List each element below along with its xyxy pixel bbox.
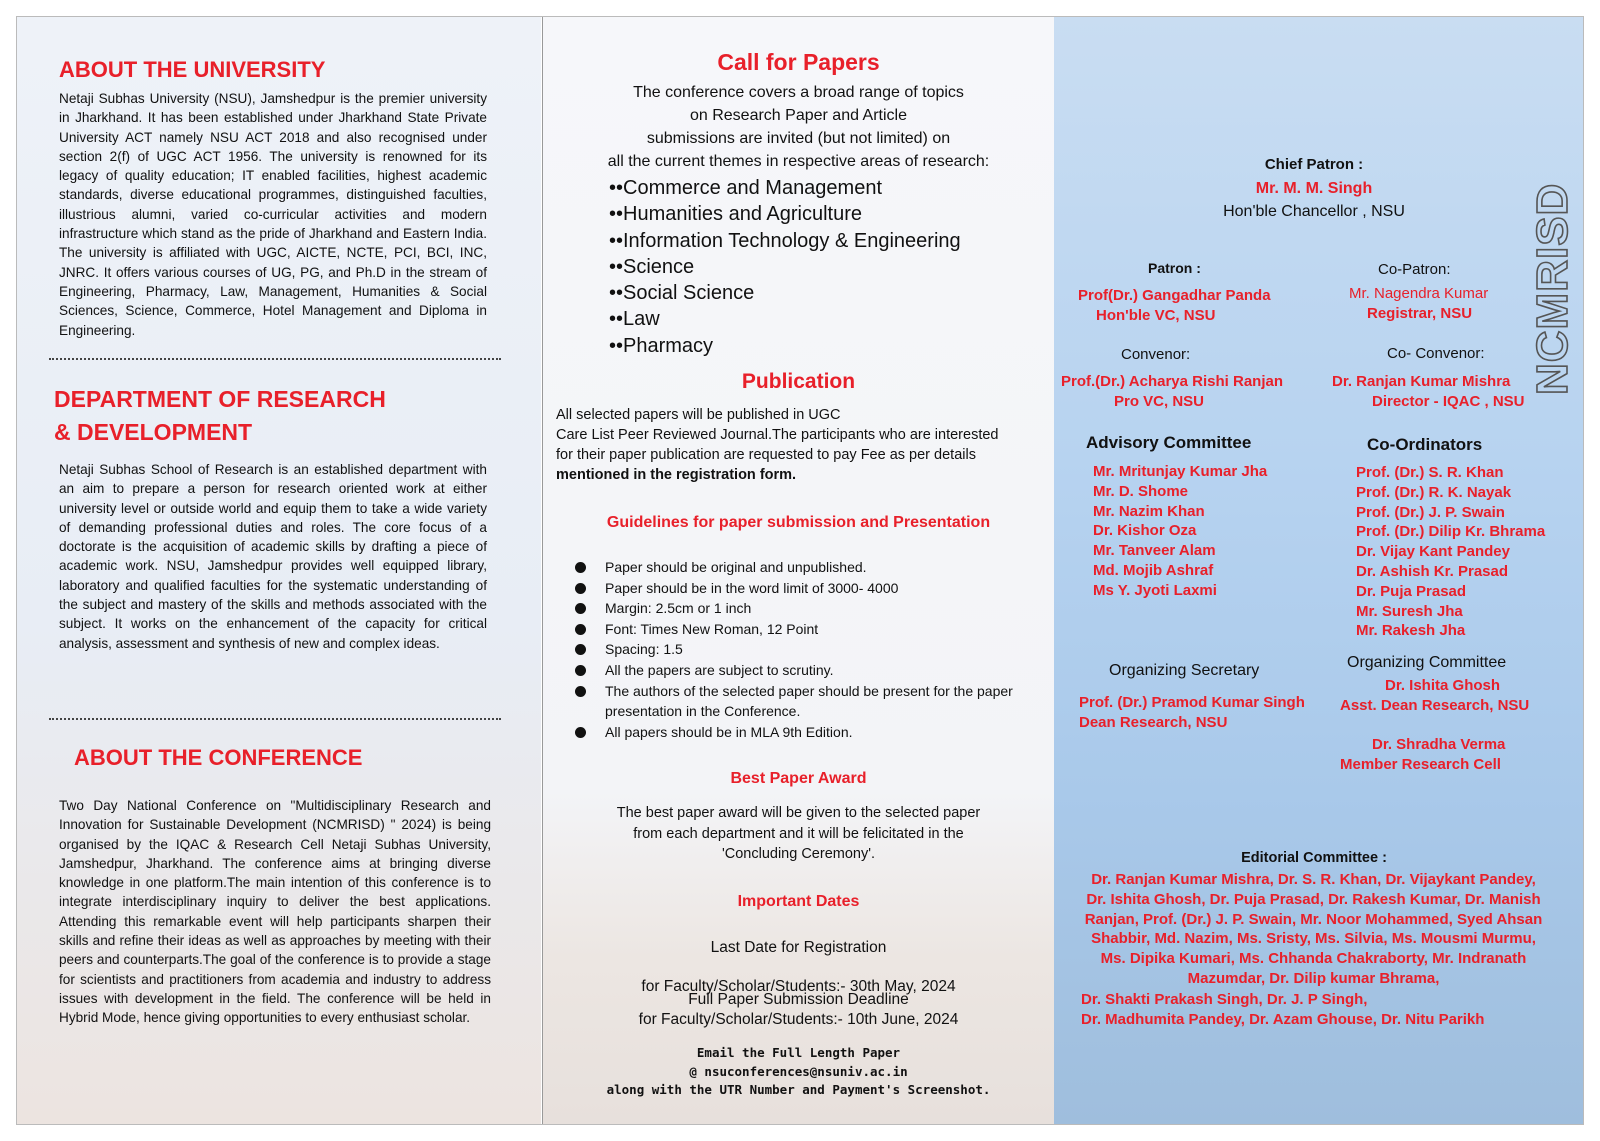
guideline-text: Font: Times New Roman, 12 Point: [605, 620, 819, 637]
advisory-member: Md. Mojib Ashraf: [1093, 561, 1214, 579]
editorial-line: Dr. Ishita Ghosh, Dr. Puja Prasad, Dr. Rakesh Kumar, Dr. Manish: [1086, 890, 1541, 908]
coordinator: Prof. (Dr.) R. K. Nayak: [1356, 483, 1512, 501]
editorial-list: [1056, 870, 1571, 989]
coordinator: Prof. (Dr.) J. P. Swain: [1356, 503, 1505, 521]
convenor-name: Prof.(Dr.) Acharya Rishi Ranjan: [1061, 373, 1283, 390]
editorial-line: Shabbir, Md. Nazim, Ms. Sristy, Ms. Silvia, Ms. Mousmi Murmu,: [1091, 930, 1536, 948]
guideline-text: All papers should be in MLA 9th Edition.: [605, 723, 853, 740]
research-dept-body: Netaji Subhas School of Research is an established department with an aim to prepare a person for research oriented work at either university level or outside world and equip them to take a wide variety of demanding professional duties and roles. The core focus of a doctorate is the acquisition of academic skills by drafting a piece of academic work. NSU, Jamshedpur provides well equipped library, laboratory and qualified faculties for the systematic understanding of the subject and mastery of the skills and methods associated with the subject. It works on the enhancement of the capacity for critical analysis, assessment and synthesis of new and complex ideas.: [59, 462, 487, 651]
guideline-item: [573, 557, 1033, 578]
chief-patron-label: Chief Patron :: [1264, 156, 1364, 173]
org-secretary-name: Prof. (Dr.) Pramod Kumar Singh: [1079, 694, 1305, 711]
coconvenor-name: Dr. Ranjan Kumar Mishra: [1332, 373, 1511, 390]
important-dates-title: Important Dates: [737, 893, 860, 910]
editorial-line: Dr. Madhumita Pandey, Dr. Azam Ghouse, Dr. Nitu Parikh: [1081, 1011, 1485, 1028]
registration-date: for Faculty/Scholar/Students:- 30th May, 2024: [641, 978, 956, 995]
editorial-line: Ranjan, Prof. (Dr.) J. P. Swain, Mr. Noor Mohammed, Syed Ahsan: [1084, 910, 1543, 928]
coordinator: Prof. (Dr.) S. R. Khan: [1356, 464, 1504, 481]
publication-line: for their paper publication are requested to pay Fee as per details: [556, 447, 976, 463]
email-address[interactable]: @ nsuconferences@nsuniv.ac.in: [689, 1063, 908, 1079]
convenor-label: Convenor:: [1121, 346, 1191, 363]
best-paper-body: [543, 803, 1054, 865]
editorial-list-extra: [1081, 990, 1484, 1030]
coordinator: Dr. Vijay Kant Pandey: [1356, 543, 1510, 561]
editorial-line: Ms. Dipika Kumari, Ms. Chhanda Chakraborty, Mr. Indranath: [1100, 950, 1527, 968]
ncmrisd-vertical-title: NCMRISD: [1528, 182, 1577, 395]
advisory-member: Mr. D. Shome: [1093, 482, 1189, 500]
guideline-text: Paper should be in the word limit of 3000- 4000: [605, 579, 899, 596]
guideline-text: The authors of the selected paper should be present for the paper presentation in the Conference.: [605, 682, 1013, 720]
editorial-label: Editorial Committee :: [1241, 850, 1387, 866]
advisory-member: Ms Y. Jyoti Laxmi: [1093, 581, 1217, 599]
email-line: Email the Full Length Paper: [696, 1045, 901, 1060]
guidelines-title: Guidelines for paper submission and Presentation: [606, 514, 991, 531]
topic-item: ••Humanities and Agriculture: [609, 203, 863, 226]
research-dept-title-line2: & DEVELOPMENT: [54, 419, 253, 445]
guideline-item: [573, 681, 1015, 722]
guidelines-list: [573, 557, 1033, 742]
coordinator: Mr. Suresh Jha: [1356, 602, 1463, 620]
email-line: along with the UTR Number and Payment's Screenshot.: [606, 1082, 991, 1097]
publication-line: All selected papers will be published in UGC: [556, 407, 841, 423]
bullet-icon: [575, 644, 586, 655]
org-committee-role: Asst. Dean Research, NSU: [1340, 697, 1530, 714]
bullet-icon: [575, 686, 586, 697]
publication-title: Publication: [741, 370, 856, 393]
topic-item: ••Commerce and Management: [609, 177, 883, 199]
guideline-text: Paper should be original and unpublished.: [605, 559, 867, 575]
coordinator: Dr. Ashish Kr. Prasad: [1356, 562, 1509, 580]
advisory-label: Advisory Committee: [1086, 433, 1252, 452]
editorial-line: Dr. Ranjan Kumar Mishra, Dr. S. R. Khan, Dr. Vijaykant Pandey,: [1091, 871, 1536, 888]
topic-item: ••Information Technology & Engineering: [609, 229, 961, 252]
intro-line: submissions are invited (but not limited) on: [646, 130, 951, 147]
guideline-item: [573, 660, 1033, 681]
best-paper-line: 'Concluding Ceremony'.: [721, 846, 876, 862]
org-committee-member: Dr. Shradha Verma: [1372, 736, 1506, 753]
about-conference-title: ABOUT THE CONFERENCE: [74, 745, 363, 770]
editorial-line: Dr. Shakti Prakash Singh, Dr. J. P Singh,: [1081, 991, 1368, 1008]
left-panel: [17, 17, 541, 1124]
bullet-icon: [575, 665, 586, 676]
org-secretary-role: Dean Research, NSU: [1079, 714, 1228, 731]
patron-name: Prof(Dr.) Gangadhar Panda: [1078, 287, 1271, 304]
coordinator: Prof. (Dr.) Dilip Kr. Bhrama: [1356, 523, 1546, 541]
publication-line: mentioned in the registration form.: [556, 467, 797, 483]
advisory-member: Mr. Nazim Khan: [1093, 502, 1205, 520]
guideline-item: [573, 578, 1033, 599]
org-committee-role: Member Research Cell: [1340, 756, 1501, 773]
advisory-list: [1093, 462, 1267, 601]
coconvenor-role: Director - IQAC , NSU: [1372, 393, 1525, 410]
guideline-text: Margin: 2.5cm or 1 inch: [605, 600, 752, 617]
bullet-icon: [575, 624, 586, 635]
publication-body: [556, 405, 1046, 485]
editorial-line: Mazumdar, Dr. Dilip kumar Bhrama,: [1187, 969, 1440, 987]
guideline-item: [573, 619, 1033, 640]
paper-deadline-date: for Faculty/Scholar/Students:- 10th June, 2024: [638, 1011, 959, 1028]
advisory-member: Mr. Mritunjay Kumar Jha: [1093, 463, 1268, 480]
advisory-member: Dr. Kishor Oza: [1093, 522, 1197, 540]
guideline-text: All the papers are subject to scrutiny.: [605, 661, 834, 678]
intro-line: The conference covers a broad range of topics: [633, 84, 964, 101]
org-committee-label: Organizing Committee: [1347, 654, 1507, 671]
patron-role: Hon'ble VC, NSU: [1096, 307, 1216, 324]
topics-list: [609, 175, 961, 359]
topic-item: ••Social Science: [609, 282, 755, 305]
right-panel: [1054, 17, 1584, 1124]
chief-patron-name: Mr. M. M. Singh: [1255, 180, 1373, 197]
coordinator: Mr. Rakesh Jha: [1356, 622, 1466, 640]
patron-label: Patron :: [1148, 260, 1201, 276]
coordinators-label: Co-Ordinators: [1367, 435, 1483, 454]
coordinator: Dr. Puja Prasad: [1356, 582, 1467, 600]
bullet-icon: [575, 562, 586, 573]
registration-label: Last Date for Registration: [710, 939, 887, 956]
topic-item: ••Pharmacy: [609, 334, 714, 357]
brochure-page: [16, 16, 1584, 1125]
intro-line: on Research Paper and Article: [689, 107, 907, 124]
research-dept-title-line1: DEPARTMENT OF RESEARCH: [54, 386, 386, 412]
coconvenor-label: Co- Convenor:: [1387, 345, 1485, 362]
guideline-text: Spacing: 1.5: [605, 641, 683, 658]
publication-line: Care List Peer Reviewed Journal.The participants who are interested: [556, 427, 999, 443]
bullet-icon: [575, 603, 586, 614]
call-for-papers-title: Call for Papers: [717, 49, 880, 75]
copatron-label: Co-Patron:: [1378, 261, 1451, 278]
advisory-member: Mr. Tanveer Alam: [1093, 542, 1216, 560]
guideline-item: [573, 598, 1033, 619]
about-university-title: ABOUT THE UNIVERSITY: [59, 57, 326, 82]
topic-item: ••Law: [609, 308, 660, 331]
chief-patron-role: Hon'ble Chancellor , NSU: [1223, 203, 1405, 220]
call-for-papers-intro: [543, 81, 1054, 173]
best-paper-line: The best paper award will be given to the selected paper: [616, 805, 981, 821]
divider: [49, 718, 501, 720]
copatron-role: Registrar, NSU: [1367, 305, 1473, 322]
best-paper-title: Best Paper Award: [730, 770, 867, 787]
copatron-name: Mr. Nagendra Kumar: [1349, 285, 1489, 302]
about-conference-body: Two Day National Conference on "Multidisciplinary Research and Innovation for Sustainable Development (NCMRISD) " 2024) is being organised by the IQAC & Research Cell Netaji Subhas University, Jamshedpur, Jharkhand. The conference aims at bringing diverse knowledge in one platform.The main intention of this conference is to integrate interdisciplinary inquiry to deliver the best applications. Attending this remarkable event will help participants sharpen their skills and refine their ideas as well as approaches by meeting with their peers and counterparts.The goal of the conference is to provide a stage for scientists and practitioners from academia and industry to address issues with development in the field. The conference will be held in Hybrid Mode, hence giving opportunities to every enthusiast scholar.: [59, 798, 491, 1026]
paper-deadline-label: Full Paper Submission Deadline: [688, 991, 909, 1008]
divider: [49, 358, 501, 360]
guideline-item: [573, 722, 1033, 743]
bullet-icon: [575, 727, 586, 738]
guideline-item: [573, 639, 1033, 660]
best-paper-line: from each department and it will be felicitated in the: [633, 825, 964, 842]
org-secretary-label: Organizing Secretary: [1109, 662, 1260, 679]
topic-item: ••Science: [609, 255, 695, 278]
research-dept-title: [54, 383, 386, 449]
convenor-role: Pro VC, NSU: [1114, 393, 1205, 410]
about-university-body: Netaji Subhas University (NSU), Jamshedpur is the premier university in Jharkhand. It has been established under Jharkhand State Private University ACT namely NSU ACT 2018 and also recognised under section 2(f) of UGC ACT 1956. The university is renowned for its legacy of quality education; IT enabled facilities, highest academic standards, diverse educational programmes, distinguished faculties, illustrious alumni, varied co-curricular activities and modern infrastructure which stand as the pride of Jharkhand and Eastern India. The university is affiliated with UGC, AICTE, NCTE, PCI, BCI, INC, JNRC. It offers various courses of UG, PG, and Ph.D in the stream of Engineering, Pharmacy, Law, Management, Humanities & Social Sciences, Science, Commerce, Hotel Management and Diploma in Engineering.: [59, 91, 487, 338]
org-committee-member: Dr. Ishita Ghosh: [1385, 677, 1501, 694]
coordinators-list: [1356, 463, 1545, 641]
email-instructions: [543, 1044, 1054, 1100]
bullet-icon: [575, 583, 586, 594]
intro-line: all the current themes in respective areas of research:: [607, 153, 990, 170]
middle-panel: [542, 17, 1055, 1124]
